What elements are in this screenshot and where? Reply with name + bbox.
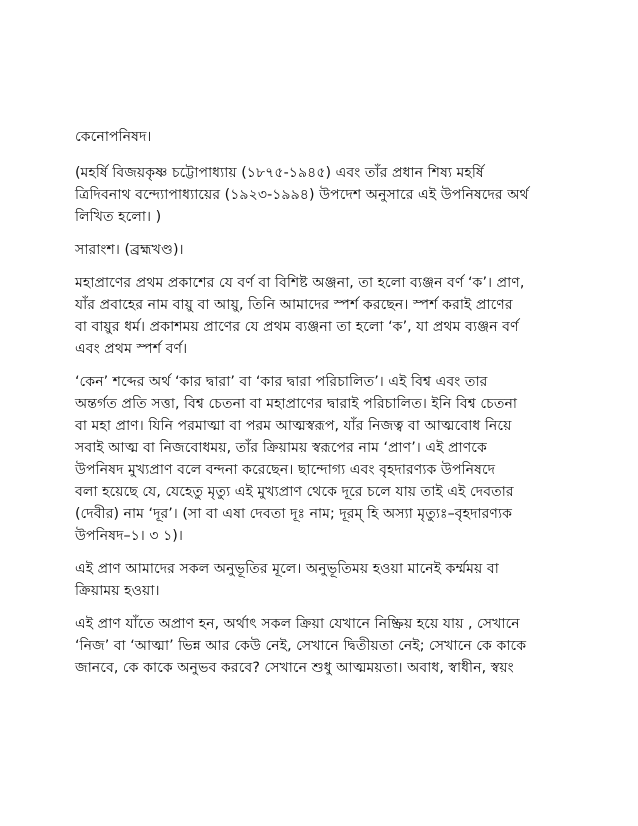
text-line: লিখিত হলো। ) <box>75 209 162 225</box>
text-line: ‘নিজ’ বা ‘আত্মা’ ভিন্ন আর কেউ নেই, সেখানে দ্বিতীয়তা নেই; সেখানে কে কাকে <box>75 638 527 654</box>
text-line: সবাই আত্ম বা নিজবোধময়, তাঁর ক্রিয়াময় স্বরূপের নাম ‘প্রাণ’। এই প্রাণকে <box>75 440 487 456</box>
text-line: জানবে, কে কাকে অনুভব করবে? সেখানে শুধু আত্মময়তা। অবাধ, স্বাধীন, স্বয়ং <box>75 660 514 676</box>
text-line: মহাপ্রাণের প্রথম প্রকাশের যে বর্ণ বা বিশিষ্ট অঞ্জনা, তা হলো ব্যঞ্জন বর্ণ ‘ক’। প্রাণ, <box>75 275 525 291</box>
text-line: ‘কেন’ শব্দের অর্থ ‘কার দ্বারা’ বা ‘কার দ্বারা পরিচালিত’। এই বিশ্ব এবং তার <box>75 374 488 390</box>
text-line: সারাংশ। (ব্রহ্মখণ্ড)। <box>75 242 184 258</box>
text-line: কেনোপনিষদ। <box>75 129 152 145</box>
text-line: বলা হয়েছে যে, যেহেতু মৃত্যু এই মুখ্যপ্রাণ থেকে দূরে চলে যায় তাই এই দেবতার <box>75 484 514 500</box>
text-line: (মহর্ষি বিজয়কৃষ্ণ চট্টোপাধ্যায় (১৮৭৫-১৯৪৫) এবং তাঁর প্রধান শিষ্য মহর্ষি <box>75 165 484 181</box>
document-title <box>75 126 618 148</box>
text-line: এবং প্রথম স্পর্শ বর্ণ। <box>75 341 188 357</box>
body-paragraph <box>75 558 618 602</box>
text-line: এই প্রাণ যাঁতে অপ্রাণ হন, অর্থাৎ সকল ক্রিয়া যেখানে নিষ্ক্রিয় হয়ে যায় , সেখানে <box>75 616 520 632</box>
text-line: অন্তর্গত প্রতি সত্তা, বিশ্ব চেতনা বা মহাপ্রাণের দ্বারাই পরিচালিত। ইনি বিশ্ব চেতনা <box>75 396 518 412</box>
text-line: উপনিষদ–১। ৩ ১)। <box>75 528 183 544</box>
text-line: যাঁর প্রবাহের নাম বায়ু বা আয়ু, তিনি আমাদের স্পর্শ করছেন। স্পর্শ করাই প্রাণের <box>75 297 513 313</box>
text-line: এই প্রাণ আমাদের সকল অনুভূতির মূলে। অনুভূতিময় হওয়া মানেই কর্ম্মময় বা <box>75 561 499 577</box>
text-line: (দেবীর) নাম ‘দূর’। (সা বা এষা দেবতা দূঃ নাম; দূরম্ হি অস্যা মৃত্যুঃ–বৃহদারণ্যক <box>75 506 513 522</box>
body-paragraph <box>75 371 618 547</box>
text-line: বা বায়ুর ধর্ম। প্রকাশময় প্রাণের যে প্রথম ব্যঞ্জনা তা হলো ‘ক’, যা প্রথম ব্যঞ্জন বর্ণ <box>75 319 519 335</box>
text-line: ক্রিয়াময় হওয়া। <box>75 583 160 599</box>
body-paragraph <box>75 613 618 679</box>
body-paragraph <box>75 272 618 360</box>
section-heading <box>75 239 618 261</box>
text-line: উপনিষদ মুখ্যপ্রাণ বলে বন্দনা করেছেন। ছান্দোগ্য এবং বৃহদারণ্যক উপনিষদে <box>75 462 496 478</box>
text-line: ত্রিদিবনাথ বন্দ্যোপাধ্যায়ের (১৯২৩-১৯৯৪) উপদেশ অনুসারে এই উপনিষদের অর্থ <box>75 187 529 203</box>
attribution-paragraph <box>75 162 618 228</box>
text-line: বা মহা প্রাণ। যিনি পরমাত্মা বা পরম আত্মস্বরূপ, যাঁর নিজত্ব বা আত্মবোধ নিয়ে <box>75 418 512 434</box>
